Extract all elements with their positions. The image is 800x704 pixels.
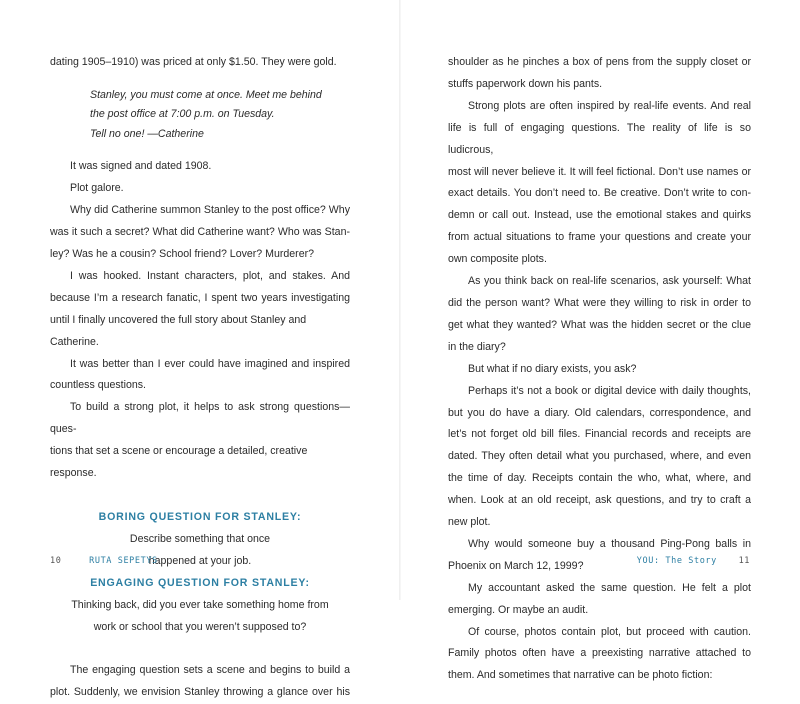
question-line: happened at your job. — [148, 554, 252, 567]
page-number: 10 — [50, 556, 62, 566]
running-head: RUTA SEPETYS — [89, 556, 158, 566]
text-line: The engaging question sets a scene and begins to build a — [70, 664, 350, 677]
boring-question-heading: BORING QUESTION FOR STANLEY: — [98, 511, 302, 523]
spacer — [50, 638, 350, 660]
text-line: shoulder as he pinches a box of pens from the supply closet or — [448, 56, 751, 68]
text-line: Strong plots are often inspired by real-life events. And real — [468, 99, 751, 112]
text-line: ley? Was he a cousin? School friend? Lover? Murderer? — [50, 248, 315, 261]
running-head: YOU: The Story — [636, 556, 717, 566]
right-page-body — [448, 52, 751, 687]
question-line: work or school that you weren’t supposed to? — [93, 620, 307, 633]
quote-line: Stanley, you must come at once. Meet me behind — [90, 88, 322, 101]
text-line: My accountant asked the same question. He felt a plot — [468, 581, 751, 594]
text-line: them. And sometimes that narrative can be photo fiction: — [448, 669, 713, 682]
left-page — [0, 0, 400, 699]
text-line: I was hooked. Instant characters, plot, and stakes. And — [70, 269, 350, 282]
text-line: when. Look at an old receipt, ask questions, and try to craft a — [448, 494, 751, 507]
text-line: plot. Suddenly, we envision Stanley throwing a glance over his — [50, 686, 350, 699]
text-line: was it such a secret? What did Catherine want? Who was Stan- — [50, 226, 350, 239]
text-line: new plot. — [448, 516, 491, 529]
left-page-body — [50, 52, 350, 704]
text-line: dated. They often detail what you purchased, where, and even — [448, 450, 751, 463]
text-line: the time of day. Receipts contain the who, what, where, and — [448, 472, 751, 485]
paragraph: It was signed and dated 1908. — [70, 160, 212, 173]
question-line: Thinking back, did you ever take something home from — [71, 598, 329, 611]
text-line: own composite plots. — [448, 253, 547, 266]
diary-quote — [90, 86, 350, 145]
quote-line: Tell no one! —Catherine — [90, 127, 204, 140]
text-line: in the diary? — [448, 340, 506, 353]
text-line: from actual situations to frame your questions and create your — [448, 231, 751, 244]
text-line: until I finally uncovered the full story about Stanley and Catherine. — [50, 313, 307, 348]
paragraph: dating 1905–1910) was priced at only $1.50. They were gold. — [50, 56, 337, 68]
text-line: It was better than I ever could have imagined and inspired — [70, 357, 350, 370]
quote-line: the post office at 7:00 p.m. on Tuesday. — [90, 108, 275, 121]
text-line: emerging. Or maybe an audit. — [448, 603, 589, 616]
spacer — [50, 485, 350, 507]
engaging-question-heading: ENGAGING QUESTION FOR STANLEY: — [90, 576, 310, 589]
text-line: Why would someone buy a thousand Ping-Pong balls in — [468, 537, 751, 550]
text-line: most will never believe it. It will feel fictional. Don’t use names or — [448, 165, 751, 178]
text-line: life is full of engaging questions. The reality of life is so ludicrous, — [448, 121, 751, 156]
text-line: Of course, photos contain plot, but proceed with caution. — [468, 625, 751, 638]
text-line: Phoenix on March 12, 1999? — [448, 559, 584, 572]
text-line: because I’m a research fanatic, I spent two years investigating — [50, 291, 350, 304]
question-line: Describe something that once — [129, 532, 271, 545]
text-line: As you think back on real-life scenarios, ask yourself: What — [468, 275, 751, 288]
text-line: did the person want? What were they willing to risk in order to — [448, 296, 751, 309]
text-line: countless questions. — [50, 379, 146, 392]
boring-question-text — [50, 529, 350, 573]
right-footer — [637, 556, 750, 566]
text-line: exact details. You don’t need to. Be creative. Don’t write to con- — [448, 187, 751, 200]
engaging-question-text — [50, 595, 350, 639]
text-line: Why did Catherine summon Stanley to the post office? Why — [70, 204, 350, 217]
text-line: get what they wanted? What was the hidden secret or the clue — [448, 318, 751, 331]
text-line: Perhaps it’s not a book or digital device with daily thoughts, — [468, 384, 751, 397]
text-line: tions that set a scene or encourage a detailed, creative response. — [50, 445, 308, 480]
page-number: 11 — [738, 556, 750, 566]
paragraph: But what if no diary exists, you ask? — [468, 362, 637, 375]
text-line: let’s not forget old bill files. Financial records and receipts are — [448, 428, 751, 441]
paragraph: Plot galore. — [70, 182, 124, 195]
right-page — [400, 0, 800, 682]
left-footer — [50, 556, 158, 566]
text-line: stuffs paperwork down his pants. — [448, 77, 603, 90]
text-line: To build a strong plot, it helps to ask strong questions—ques- — [50, 401, 350, 436]
text-line: but you do have a diary. Old calendars, correspondence, and — [448, 406, 751, 419]
text-line: demn or call out. Instead, use the emotional stakes and quirks — [448, 209, 751, 222]
text-line: Family photos often have a preexisting narrative attached to — [448, 647, 751, 660]
